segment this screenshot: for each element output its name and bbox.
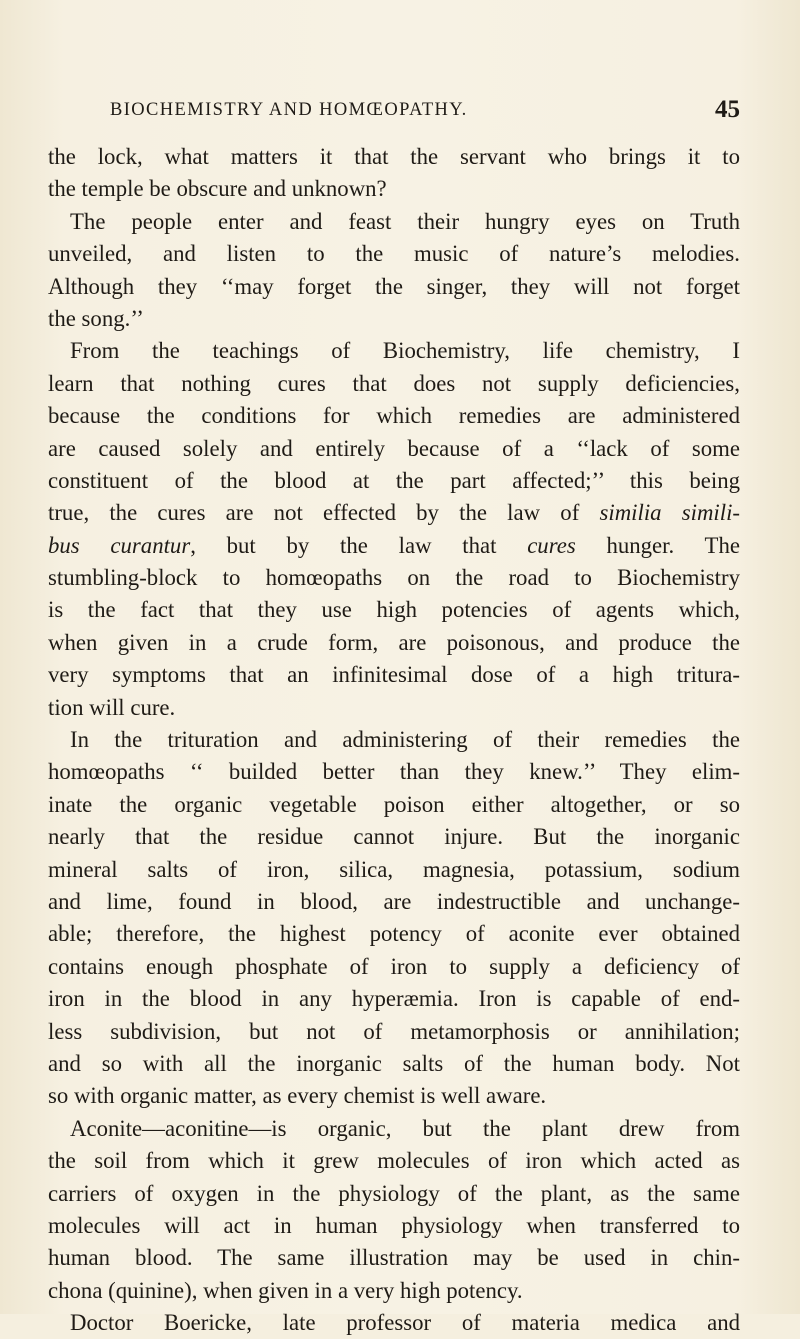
text-line xyxy=(48,271,740,303)
text-segment: hunger. The xyxy=(575,532,740,558)
text-segment: are caused solely and entirely because of a ‘‘lack of some xyxy=(48,435,740,461)
text-segment: contains enough phosphate of iron to supply a deficiency of xyxy=(48,953,740,979)
text-segment: inate the organic vegetable poison either altogether, or so xyxy=(48,791,740,817)
text-line xyxy=(48,854,740,886)
text-line xyxy=(48,1307,740,1339)
text-line xyxy=(48,1275,740,1307)
text-segment: Aconite—aconitine—is organic, but the plant drew from xyxy=(70,1115,740,1141)
text-segment: able; therefore, the highest potency of aconite ever obtained xyxy=(48,921,740,947)
text-segment: and so with all the inorganic salts of the human body. Not xyxy=(48,1050,740,1076)
text-line xyxy=(48,821,740,853)
text-segment: less subdivision, but not of metamorphosis or annihilation; xyxy=(48,1018,740,1044)
text-segment: From the teachings of Biochemistry, life chemistry, I xyxy=(70,338,740,364)
text-segment: stumbling-block to homœopaths on the road to Biochemistry xyxy=(48,565,740,591)
text-segment: molecules will act in human physiology when transferred to xyxy=(48,1212,740,1238)
text-segment: and lime, found in blood, are indestructible and unchange- xyxy=(48,888,740,914)
text-segment: homœopaths ‘‘ builded better than they knew.’’ They elim- xyxy=(48,759,740,785)
text-line xyxy=(48,951,740,983)
text-segment: iron in the blood in any hyperæmia. Iron is capable of end- xyxy=(48,986,740,1012)
text-line xyxy=(48,692,740,724)
text-segment: unveiled, and listen to the music of nature’s melodies. xyxy=(48,241,740,267)
text-line xyxy=(48,562,740,594)
text-line xyxy=(48,497,740,529)
text-segment: nearly that the residue cannot injure. But the inorganic xyxy=(48,824,740,850)
text-line xyxy=(48,1080,740,1112)
text-line xyxy=(48,433,740,465)
text-segment: In the trituration and administering of their remedies the xyxy=(70,727,740,753)
text-segment: mineral salts of iron, silica, magnesia, potassium, sodium xyxy=(48,856,740,882)
text-segment: the temple be obscure and unknown? xyxy=(48,176,387,202)
text-segment: learn that nothing cures that does not supply deficiencies, xyxy=(48,370,740,396)
text-line xyxy=(48,1242,740,1274)
text-line xyxy=(48,659,740,691)
text-line xyxy=(48,335,740,367)
text-segment: Doctor Boericke, late professor of materia medica and xyxy=(70,1310,740,1336)
text-line xyxy=(48,789,740,821)
text-line xyxy=(48,141,740,173)
italic-text-segment: cures xyxy=(527,532,576,558)
running-title: BIOCHEMISTRY AND HOMŒOPATHY. xyxy=(110,100,468,120)
text-segment: the soil from which it grew molecules of iron which acted as xyxy=(48,1148,740,1174)
text-segment: The people enter and feast their hungry eyes on Truth xyxy=(70,208,740,234)
text-line xyxy=(48,627,740,659)
text-line xyxy=(48,1178,740,1210)
text-line xyxy=(48,756,740,788)
italic-text-segment: similia simili- xyxy=(599,500,741,526)
text-line xyxy=(48,1016,740,1048)
text-line xyxy=(48,1048,740,1080)
text-line xyxy=(48,594,740,626)
text-segment: carriers of oxygen in the physiology of the plant, as the same xyxy=(48,1180,740,1206)
body-text xyxy=(48,141,740,1339)
text-segment: constituent of the blood at the part affected;’’ this being xyxy=(48,467,740,493)
text-segment: chona (quinine), when given in a very high potency. xyxy=(48,1277,523,1303)
text-line xyxy=(48,724,740,756)
text-segment: very symptoms that an infinitesimal dose of a high tritura- xyxy=(48,662,740,688)
text-segment: true, the cures are not effected by the law of xyxy=(48,500,600,526)
text-segment: , but by the law that xyxy=(190,532,528,558)
text-segment: the song.’’ xyxy=(48,305,144,331)
text-line xyxy=(48,400,740,432)
text-line xyxy=(48,303,740,335)
italic-text-segment: bus curantur xyxy=(48,532,191,558)
text-segment: when given in a crude form, are poisonous, and produce the xyxy=(48,629,740,655)
text-line xyxy=(48,918,740,950)
text-line xyxy=(48,173,740,205)
text-segment: tion will cure. xyxy=(48,694,176,720)
text-line xyxy=(48,368,740,400)
page-number: 45 xyxy=(715,96,740,123)
text-segment: Although they ‘‘may forget the singer, they will not forget xyxy=(48,273,740,299)
text-line xyxy=(48,465,740,497)
text-line xyxy=(48,1210,740,1242)
running-head xyxy=(110,96,740,126)
text-line xyxy=(48,886,740,918)
text-segment: because the conditions for which remedies are administered xyxy=(48,403,740,429)
text-line xyxy=(48,530,740,562)
text-line xyxy=(48,206,740,238)
text-line xyxy=(48,1145,740,1177)
text-segment: the lock, what matters it that the servant who brings it to xyxy=(48,144,740,169)
text-line xyxy=(48,238,740,270)
text-segment: is the fact that they use high potencies of agents which, xyxy=(48,597,740,623)
text-segment: human blood. The same illustration may be used in chin- xyxy=(48,1245,740,1271)
text-line xyxy=(48,983,740,1015)
text-segment: so with organic matter, as every chemist is well aware. xyxy=(48,1083,547,1109)
text-line xyxy=(48,1113,740,1145)
